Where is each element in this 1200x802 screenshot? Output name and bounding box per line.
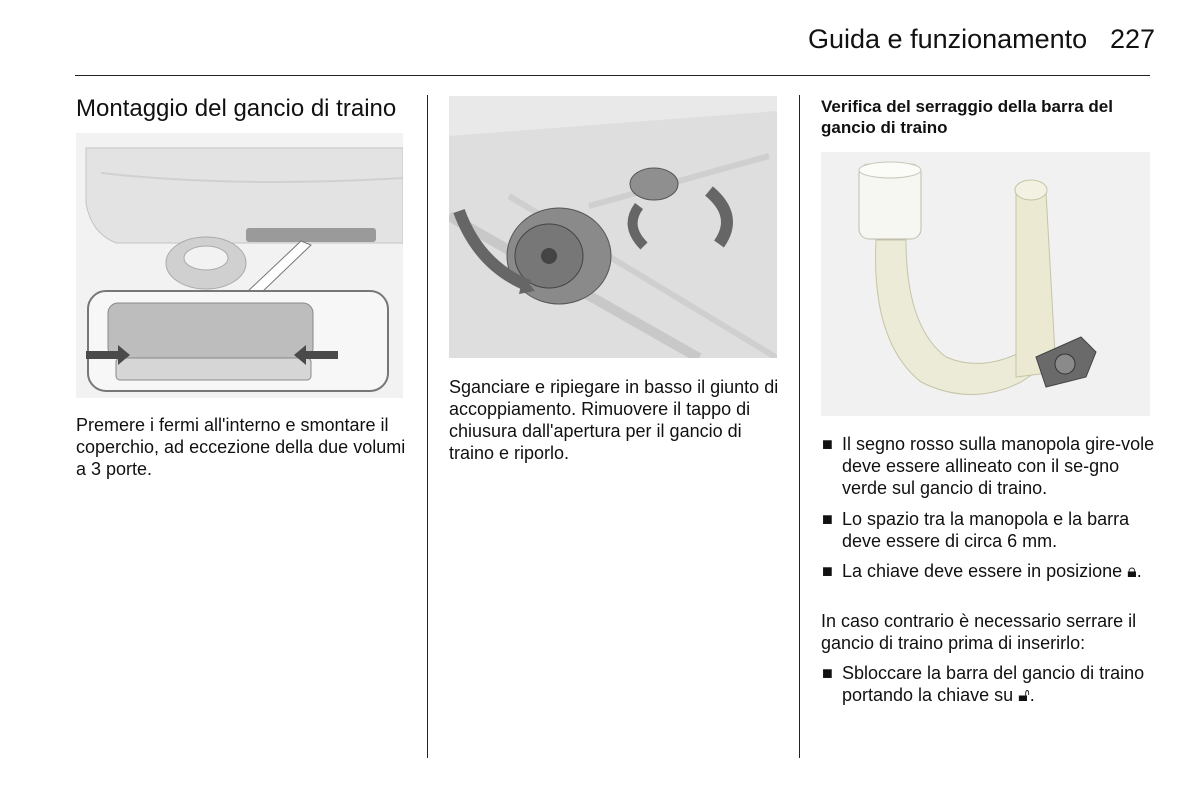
bullet-marker: ■ — [822, 663, 833, 683]
header-rule — [75, 75, 1150, 76]
running-header-title: Guida e funzionamento — [808, 24, 1088, 54]
bullet-item-4 — [822, 662, 1157, 706]
body-text-1: Premere i fermi all'interno e smontare il coperchio, ad eccezione della due volumi a 3 porte. — [76, 415, 406, 479]
coupling-socket-figure — [449, 96, 777, 358]
bullet-item-3 — [822, 560, 1157, 582]
bullet-text: Il segno rosso sulla manopola gire-vole deve essere allineato con il se-gno verde sul gancio di traino. — [842, 434, 1155, 498]
body-text-3: In caso contrario è necessario serrare il gancio di traino prima di inserirlo: — [821, 611, 1137, 653]
coupling-socket-icon — [449, 96, 777, 358]
bullet-text: Lo spazio tra la manopola e la barra deve essere di circa 6 mm. — [842, 509, 1130, 551]
rear-bumper-icon — [76, 133, 403, 398]
rear-bumper-figure — [76, 133, 403, 398]
bullet-item-1 — [822, 433, 1157, 499]
bullet-marker: ■ — [822, 509, 833, 529]
bullet-marker: ■ — [822, 561, 833, 581]
bullet-text: La chiave deve essere in posizione 🔒︎. — [842, 561, 1142, 581]
column-divider-1 — [427, 95, 428, 758]
towbar-figure — [821, 152, 1150, 416]
section-heading: Montaggio del gancio di traino — [76, 95, 397, 122]
bullet-marker: ■ — [822, 434, 833, 454]
towbar-icon — [821, 152, 1150, 416]
body-text-2: Sganciare e ripiegare in basso il giunto di accoppiamento. Rimuovere il tappo di chiusura dall'apertura per il gancio di traino e riporlo. — [449, 377, 779, 463]
column-divider-2 — [799, 95, 800, 758]
page-number: 227 — [1110, 24, 1156, 54]
subsection-heading: Verifica del serraggio della barra del gancio di traino — [821, 97, 1113, 137]
bullet-item-2 — [822, 508, 1157, 552]
bullet-text: Sbloccare la barra del gancio di traino portando la chiave su 🔓︎. — [842, 663, 1145, 705]
